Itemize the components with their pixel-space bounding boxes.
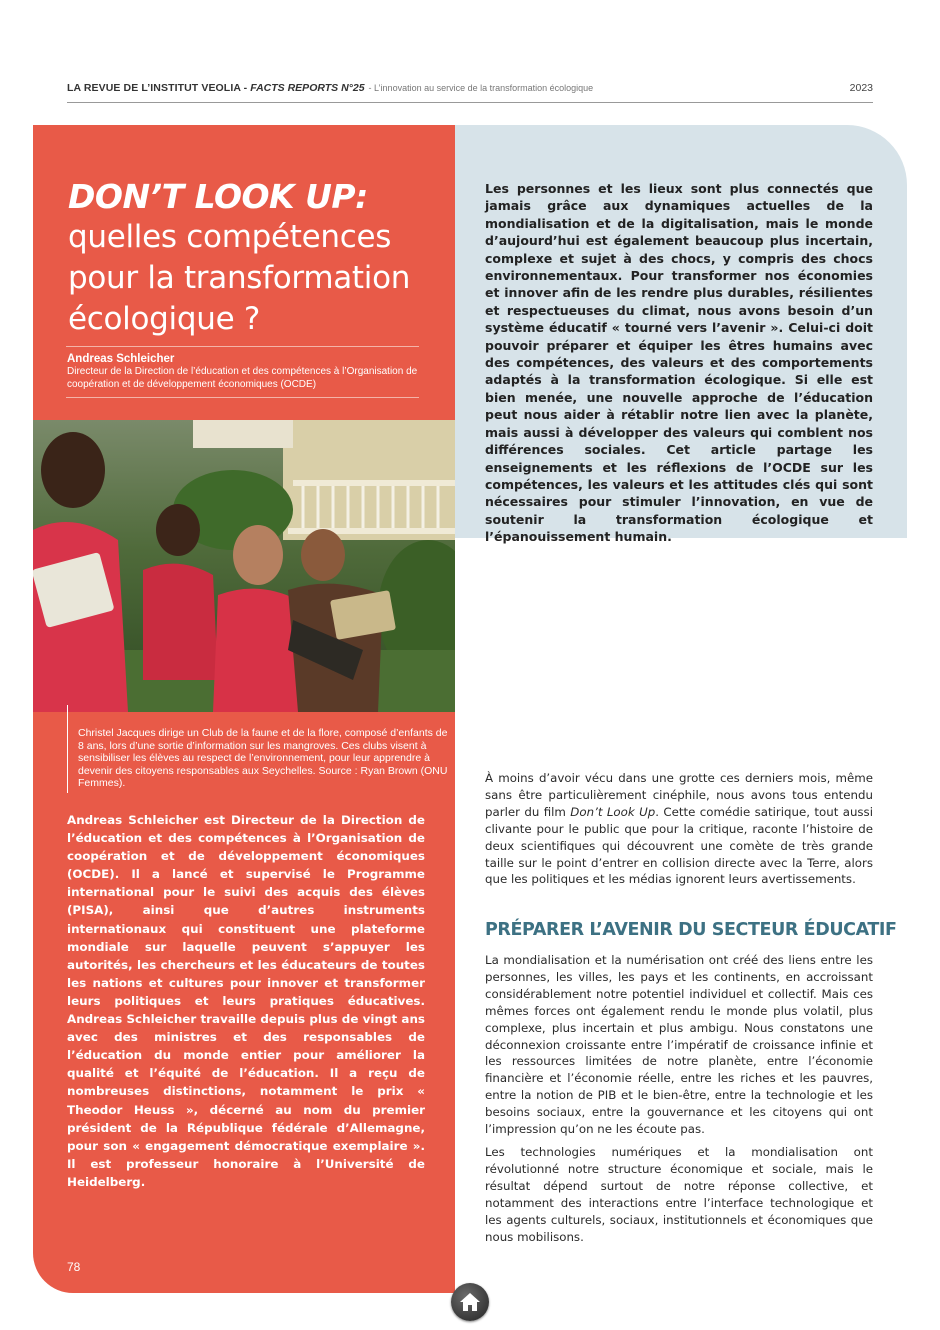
page-number: 78 — [67, 1260, 81, 1274]
body-paragraph-3: Les technologies numériques et la mondialisation ont révolutionné notre structure économique et sociale, mais le résultat dépend surtout de notre réponse collective, et notamment des interactions entre l’interface technologique et les agents culturels, sociaux, institutionnels et économiques que nous mobilisons. — [485, 1145, 873, 1244]
header-year: 2023 — [849, 82, 873, 94]
title-divider — [66, 346, 419, 347]
article-photo — [33, 420, 455, 712]
title-line-4: écologique ? — [68, 301, 261, 337]
author-role: Directeur de la Direction de l’éducation et des compétences à l’Organisation de coopération et de développement économiques (OCDE) — [67, 366, 418, 390]
article-lead: Les personnes et les lieux sont plus connectés que jamais grâce aux dynamiques actuelles de la mondialisation et de la digitalisation, mais le monde d’aujourd’hui est également beaucoup plus incertain, complexe et sujet à des chocs, y compris des chocs environnementaux. Pour transformer nos économies et innover afin de les rendre plus durables, résilientes et respectueuses du climat, nous avons besoin d’un système éducatif « tourné vers l’avenir ». Celui-ci doit pouvoir préparer et équiper les êtres humains avec des compétences, des valeurs et des comportements adaptés à la transformation écologique. Si elle est bien menée, une nouvelle approche de l’éducation peut nous aider à rétablir notre lien avec la planète, mais aussi à développer des valeurs qui comblent nos différences sociales. Cet article partage les enseignements et les réflexions de l’OCDE sur les compétences, les valeurs et les attitudes clés qui sont nécessaires pour stimuler l’innovation, en vue de soutenir la transformation écologique et l’épanouissement humain. — [485, 181, 873, 545]
caption-marker — [67, 705, 68, 793]
section-heading: PRÉPARER L’AVENIR DU SECTEUR ÉDUCATIF — [485, 920, 897, 940]
header-journal: LA REVUE DE L’INSTITUT VEOLIA - FACTS REPORTS N°25 - L’innovation au service de la transformation écologique — [67, 82, 594, 94]
home-button[interactable] — [451, 1283, 489, 1321]
author-divider — [66, 397, 419, 398]
title-line-2: quelles compétences — [68, 219, 392, 255]
author-name: Andreas Schleicher — [67, 353, 175, 365]
title-line-1: DON’T LOOK UP: — [68, 177, 368, 216]
header-divider — [67, 102, 873, 103]
running-header — [67, 80, 873, 102]
photo-caption: Christel Jacques dirige un Club de la faune et de la flore, composé d’enfants de 8 ans, lors d’une sortie d’information sur les mangroves. Ces clubs visent à sensibiliser les élèves au respect de l’environnement, pour leur apprendre à devenir des citoyens responsables aux Seychelles. Source : Ryan Brown (ONU Femmes). — [78, 727, 448, 789]
article-title — [68, 176, 448, 340]
title-line-3: pour la transformation — [68, 260, 411, 296]
film-title: Don’t Look Up — [570, 804, 656, 819]
author-bio: Andreas Schleicher est Directeur de la Direction de l’éducation et des compétences à l’Organisation de coopération et de développement économiques (OCDE). Il a lancé et supervisé le Programme international pour le suivi des acquis des élèves (PISA), ainsi que d’autres instruments internationaux qui constituent une plateforme mondiale sur laquelle peuvent s’appuyer les autorités, les chercheurs et les éducateurs de toutes les nations et cultures pour innover et transformer leurs politiques et leurs pratiques éducatives. Andreas Schleicher travaille depuis plus de vingt ans avec des ministres et des responsables de l’éducation du monde entier pour améliorer la qualité et l’équité de l’éducation. Il a reçu de nombreuses distinctions, notamment le prix « Theodor Heuss », décerné au nom du premier président de la République fédérale d’Allemagne, pour son « engagement démocratique exemplaire ». Il est professeur honoraire à l’Université de Heidelberg. — [67, 813, 425, 1189]
home-icon — [459, 1292, 481, 1312]
body-paragraph-1: À moins d’avoir vécu dans une grotte ces derniers mois, même sans être particulièrement cinéphile, nous avons tous entendu parler du film Don’t Look Up. Cette comédie satirique, tout aussi clivante pour le public que pour la critique, raconte l’histoire de deux scientifiques qui découvrent une comète de très grande taille sur le point d’entrer en collision directe avec la Terre, alors que les politiques et les médias ignorent leurs avertissements. — [485, 771, 873, 887]
author-block — [67, 353, 427, 391]
body-paragraph-2: La mondialisation et la numérisation ont créé des liens entre les personnes, les villes, les pays et les continents, en accroissant considérablement notre potentiel individuel et collectif. Mais ces mêmes forces ont également rendu le monde plus volatil, plus complexe, plus incertain et plus ambigu. Nous constatons une déconnexion croissante entre l’impératif de croissance infinie et les ressources limitées de notre planète, entre l’économie financière et l’économie réelle, entre les riches et les pauvres, entre la notion de PIB et le bien-être, entre la technologie et les besoins sociaux, entre la gouvernance et les citoyens qui ont l’impression qu’on ne les écoute pas. — [485, 953, 873, 1137]
